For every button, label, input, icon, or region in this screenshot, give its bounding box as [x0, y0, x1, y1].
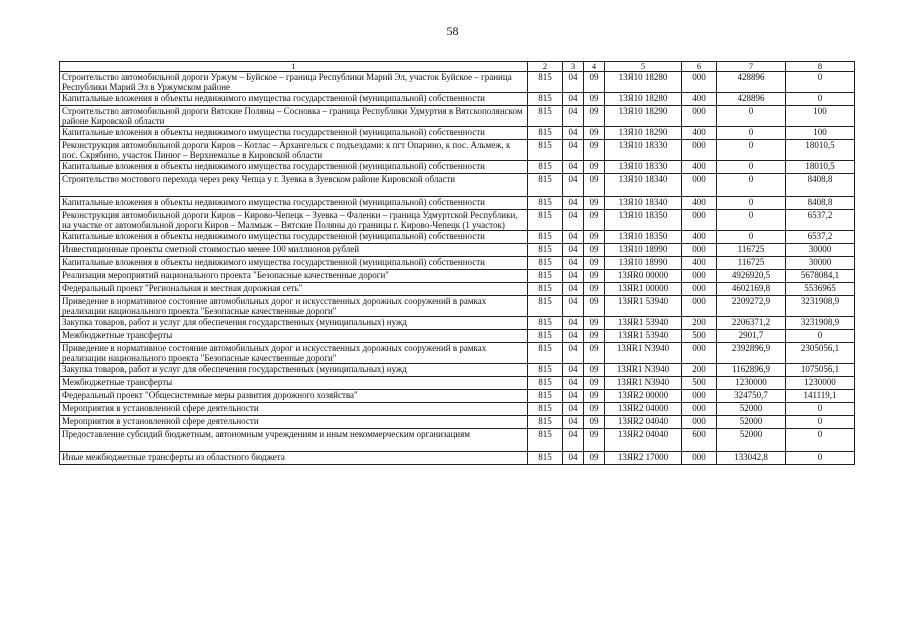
amount-year1-cell: 1162896,9	[717, 364, 786, 377]
subsection-cell: 09	[584, 403, 605, 416]
amount-year2-cell: 2305056,1	[786, 343, 855, 364]
amount-year2-cell: 100	[786, 106, 855, 127]
expense-type-cell: 000	[682, 296, 717, 317]
section-cell: 04	[563, 416, 584, 429]
ministry-code-cell: 815	[528, 93, 563, 106]
subsection-cell: 09	[584, 429, 605, 452]
amount-year2-cell: 6537,2	[786, 210, 855, 231]
section-cell: 04	[563, 72, 584, 93]
row-name-cell: Капитальные вложения в объекты недвижимого имущества государственной (муниципальной) собственности	[60, 161, 528, 174]
amount-year2-cell: 8408,8	[786, 197, 855, 210]
ministry-code-cell: 815	[528, 317, 563, 330]
row-name-cell: Приведение в нормативное состояние автомобильных дорог и искусственных дорожных сооружений в рамках реализации национального проекта "Безопасные качественные дороги"	[60, 343, 528, 364]
header-row	[60, 62, 855, 72]
target-article-cell: 13ЯR1 N3940	[605, 364, 682, 377]
amount-year1-cell: 0	[717, 231, 786, 244]
amount-year1-cell: 0	[717, 127, 786, 140]
subsection-cell: 09	[584, 197, 605, 210]
row-name-cell: Приведение в нормативное состояние автомобильных дорог и искусственных дорожных сооружений в рамках реализации национального проекта "Безопасные качественные дороги"	[60, 296, 528, 317]
ministry-code-cell: 815	[528, 283, 563, 296]
expense-type-cell: 000	[682, 390, 717, 403]
ministry-code-cell: 815	[528, 377, 563, 390]
row-name-cell: Мероприятия в установленной сфере деятельности	[60, 416, 528, 429]
ministry-code-cell: 815	[528, 140, 563, 161]
subsection-cell: 09	[584, 127, 605, 140]
target-article-cell: 13Я10 18330	[605, 140, 682, 161]
table-row	[60, 364, 855, 377]
row-name-cell: Строительство автомобильной дороги Вятские Поляны – Сосновка – граница Республики Удмуртия в Вятскополянском районе Кировской области	[60, 106, 528, 127]
section-cell: 04	[563, 161, 584, 174]
target-article-cell: 13ЯR1 N3940	[605, 377, 682, 390]
expense-type-cell: 000	[682, 283, 717, 296]
row-name-cell: Мероприятия в установленной сфере деятельности	[60, 403, 528, 416]
header-cell-1: 1	[60, 62, 528, 72]
amount-year1-cell: 428896	[717, 72, 786, 93]
ministry-code-cell: 815	[528, 72, 563, 93]
expense-type-cell: 000	[682, 140, 717, 161]
target-article-cell: 13Я10 18350	[605, 210, 682, 231]
subsection-cell: 09	[584, 270, 605, 283]
amount-year1-cell: 324750,7	[717, 390, 786, 403]
expense-type-cell: 000	[682, 174, 717, 197]
amount-year2-cell: 8408,8	[786, 174, 855, 197]
expense-type-cell: 000	[682, 403, 717, 416]
table-row	[60, 127, 855, 140]
amount-year1-cell: 0	[717, 140, 786, 161]
section-cell: 04	[563, 197, 584, 210]
row-name-cell: Реализация мероприятий национального проекта "Безопасные качественные дороги"	[60, 270, 528, 283]
amount-year2-cell: 1075056,1	[786, 364, 855, 377]
amount-year1-cell: 52000	[717, 429, 786, 452]
subsection-cell: 09	[584, 161, 605, 174]
subsection-cell: 09	[584, 174, 605, 197]
header-cell-2: 2	[528, 62, 563, 72]
amount-year2-cell: 0	[786, 416, 855, 429]
expense-type-cell: 400	[682, 161, 717, 174]
table-row	[60, 72, 855, 93]
row-name-cell: Капитальные вложения в объекты недвижимого имущества государственной (муниципальной) собственности	[60, 197, 528, 210]
target-article-cell: 13Я10 18990	[605, 257, 682, 270]
table-row	[60, 416, 855, 429]
amount-year1-cell: 0	[717, 161, 786, 174]
ministry-code-cell: 815	[528, 416, 563, 429]
subsection-cell: 09	[584, 283, 605, 296]
table-row	[60, 161, 855, 174]
section-cell: 04	[563, 93, 584, 106]
target-article-cell: 13ЯR2 04040	[605, 429, 682, 452]
expense-type-cell: 400	[682, 231, 717, 244]
ministry-code-cell: 815	[528, 244, 563, 257]
expense-type-cell: 000	[682, 244, 717, 257]
amount-year2-cell: 30000	[786, 257, 855, 270]
ministry-code-cell: 815	[528, 127, 563, 140]
row-name-cell: Реконструкция автомобильной дороги Киров – Котлас – Архангельск с подъездами: к пгт Опарино, к пос. Альмеж, к пос. Скрябино, участок Пинюг – Верхнемалье в Кировской области	[60, 140, 528, 161]
ministry-code-cell: 815	[528, 429, 563, 452]
table-row	[60, 257, 855, 270]
header-cell-5: 5	[605, 62, 682, 72]
amount-year2-cell: 3231908,9	[786, 296, 855, 317]
amount-year2-cell: 0	[786, 452, 855, 465]
row-name-cell: Строительство автомобильной дороги Уржум – Буйское – граница Республики Марий Эл, участок Буйское – граница Республики Марий Эл в Уржумском районе	[60, 72, 528, 93]
table-row	[60, 452, 855, 465]
target-article-cell: 13Я10 18290	[605, 106, 682, 127]
amount-year1-cell: 428896	[717, 93, 786, 106]
amount-year1-cell: 2206371,2	[717, 317, 786, 330]
expense-type-cell: 400	[682, 93, 717, 106]
amount-year1-cell: 133042,8	[717, 452, 786, 465]
amount-year2-cell: 100	[786, 127, 855, 140]
section-cell: 04	[563, 429, 584, 452]
row-name-cell: Предоставление субсидий бюджетным, автономным учреждениям и иным некоммерческим организациям	[60, 429, 528, 452]
expense-type-cell: 200	[682, 364, 717, 377]
subsection-cell: 09	[584, 231, 605, 244]
row-name-cell: Федеральный проект "Общесистемные меры развития дорожного хозяйства"	[60, 390, 528, 403]
amount-year2-cell: 0	[786, 93, 855, 106]
target-article-cell: 13ЯR1 53940	[605, 296, 682, 317]
amount-year2-cell: 0	[786, 72, 855, 93]
table-header	[60, 62, 855, 72]
amount-year2-cell: 30000	[786, 244, 855, 257]
section-cell: 04	[563, 257, 584, 270]
ministry-code-cell: 815	[528, 106, 563, 127]
table-row	[60, 270, 855, 283]
header-cell-7: 7	[717, 62, 786, 72]
amount-year1-cell: 0	[717, 174, 786, 197]
table-row	[60, 106, 855, 127]
amount-year1-cell: 1230000	[717, 377, 786, 390]
table-row	[60, 343, 855, 364]
amount-year2-cell: 1230000	[786, 377, 855, 390]
subsection-cell: 09	[584, 106, 605, 127]
subsection-cell: 09	[584, 140, 605, 161]
expense-type-cell: 500	[682, 377, 717, 390]
section-cell: 04	[563, 210, 584, 231]
section-cell: 04	[563, 296, 584, 317]
row-name-cell: Иные межбюджетные трансферты из областного бюджета	[60, 452, 528, 465]
row-name-cell: Реконструкция автомобильной дороги Киров – Кирово-Чепецк – Зуевка – Фаленки – граница Удмуртской Республики, на участке от автомобильной дороги Киров – Малмыж – Вятские Поляны до границы г. Кирово-Чепецк (1 участок)	[60, 210, 528, 231]
target-article-cell: 13ЯR1 53940	[605, 330, 682, 343]
row-name-cell: Закупка товаров, работ и услуг для обеспечения государственных (муниципальных) нужд	[60, 317, 528, 330]
amount-year2-cell: 18010,5	[786, 161, 855, 174]
target-article-cell: 13ЯR2 04040	[605, 416, 682, 429]
amount-year2-cell: 0	[786, 330, 855, 343]
amount-year1-cell: 116725	[717, 244, 786, 257]
expense-type-cell: 400	[682, 127, 717, 140]
section-cell: 04	[563, 330, 584, 343]
ministry-code-cell: 815	[528, 257, 563, 270]
subsection-cell: 09	[584, 244, 605, 257]
target-article-cell: 13ЯR0 00000	[605, 270, 682, 283]
table-row	[60, 283, 855, 296]
page-number: 58	[446, 24, 459, 38]
section-cell: 04	[563, 283, 584, 296]
row-name-cell: Капитальные вложения в объекты недвижимого имущества государственной (муниципальной) собственности	[60, 93, 528, 106]
section-cell: 04	[563, 343, 584, 364]
expense-type-cell: 000	[682, 452, 717, 465]
subsection-cell: 09	[584, 343, 605, 364]
target-article-cell: 13Я10 18280	[605, 72, 682, 93]
section-cell: 04	[563, 106, 584, 127]
subsection-cell: 09	[584, 364, 605, 377]
table-row	[60, 231, 855, 244]
ministry-code-cell: 815	[528, 174, 563, 197]
subsection-cell: 09	[584, 210, 605, 231]
row-name-cell: Инвестиционные проекты сметной стоимостью менее 100 миллионов рублей	[60, 244, 528, 257]
expense-type-cell: 000	[682, 106, 717, 127]
table-row	[60, 210, 855, 231]
ministry-code-cell: 815	[528, 296, 563, 317]
row-name-cell: Межбюджетные трансферты	[60, 377, 528, 390]
section-cell: 04	[563, 174, 584, 197]
table-row	[60, 429, 855, 452]
table-row	[60, 93, 855, 106]
subsection-cell: 09	[584, 317, 605, 330]
header-cell-8: 8	[786, 62, 855, 72]
table-row	[60, 296, 855, 317]
amount-year1-cell: 2392896,9	[717, 343, 786, 364]
subsection-cell: 09	[584, 93, 605, 106]
amount-year2-cell: 6537,2	[786, 231, 855, 244]
amount-year1-cell: 2209272,9	[717, 296, 786, 317]
amount-year1-cell: 52000	[717, 403, 786, 416]
row-name-cell: Капитальные вложения в объекты недвижимого имущества государственной (муниципальной) собственности	[60, 257, 528, 270]
table-row	[60, 403, 855, 416]
section-cell: 04	[563, 140, 584, 161]
table-body	[60, 72, 855, 465]
target-article-cell: 13ЯR1 53940	[605, 317, 682, 330]
expense-type-cell: 200	[682, 317, 717, 330]
section-cell: 04	[563, 452, 584, 465]
amount-year1-cell: 4602169,8	[717, 283, 786, 296]
expense-type-cell: 000	[682, 343, 717, 364]
target-article-cell: 13Я10 18330	[605, 161, 682, 174]
header-cell-3: 3	[563, 62, 584, 72]
table-row	[60, 390, 855, 403]
amount-year2-cell: 5536965	[786, 283, 855, 296]
table-row	[60, 140, 855, 161]
table-row	[60, 330, 855, 343]
section-cell: 04	[563, 390, 584, 403]
subsection-cell: 09	[584, 390, 605, 403]
header-cell-6: 6	[682, 62, 717, 72]
ministry-code-cell: 815	[528, 231, 563, 244]
subsection-cell: 09	[584, 72, 605, 93]
section-cell: 04	[563, 127, 584, 140]
target-article-cell: 13Я10 18340	[605, 174, 682, 197]
target-article-cell: 13Я10 18280	[605, 93, 682, 106]
ministry-code-cell: 815	[528, 364, 563, 377]
ministry-code-cell: 815	[528, 452, 563, 465]
table-row	[60, 317, 855, 330]
ministry-code-cell: 815	[528, 161, 563, 174]
amount-year2-cell: 5678084,1	[786, 270, 855, 283]
target-article-cell: 13ЯR2 04000	[605, 403, 682, 416]
target-article-cell: 13Я10 18340	[605, 197, 682, 210]
ministry-code-cell: 815	[528, 270, 563, 283]
subsection-cell: 09	[584, 416, 605, 429]
amount-year1-cell: 116725	[717, 257, 786, 270]
section-cell: 04	[563, 270, 584, 283]
amount-year1-cell: 0	[717, 210, 786, 231]
expense-type-cell: 000	[682, 72, 717, 93]
target-article-cell: 13Я10 18990	[605, 244, 682, 257]
ministry-code-cell: 815	[528, 197, 563, 210]
budget-table	[59, 61, 855, 465]
amount-year1-cell: 52000	[717, 416, 786, 429]
section-cell: 04	[563, 377, 584, 390]
target-article-cell: 13Я10 18350	[605, 231, 682, 244]
amount-year2-cell: 3231908,9	[786, 317, 855, 330]
expense-type-cell: 000	[682, 270, 717, 283]
amount-year2-cell: 0	[786, 403, 855, 416]
target-article-cell: 13ЯR1 N3940	[605, 343, 682, 364]
section-cell: 04	[563, 403, 584, 416]
target-article-cell: 13ЯR2 00000	[605, 390, 682, 403]
amount-year1-cell: 2901,7	[717, 330, 786, 343]
subsection-cell: 09	[584, 377, 605, 390]
header-cell-4: 4	[584, 62, 605, 72]
row-name-cell: Капитальные вложения в объекты недвижимого имущества государственной (муниципальной) собственности	[60, 127, 528, 140]
section-cell: 04	[563, 364, 584, 377]
subsection-cell: 09	[584, 330, 605, 343]
expense-type-cell: 400	[682, 197, 717, 210]
target-article-cell: 13ЯR2 17000	[605, 452, 682, 465]
amount-year2-cell: 141119,1	[786, 390, 855, 403]
subsection-cell: 09	[584, 296, 605, 317]
table-row	[60, 377, 855, 390]
expense-type-cell: 000	[682, 416, 717, 429]
section-cell: 04	[563, 244, 584, 257]
table-row	[60, 174, 855, 197]
subsection-cell: 09	[584, 452, 605, 465]
table-row	[60, 244, 855, 257]
expense-type-cell: 500	[682, 330, 717, 343]
ministry-code-cell: 815	[528, 210, 563, 231]
table-row	[60, 197, 855, 210]
amount-year1-cell: 0	[717, 106, 786, 127]
ministry-code-cell: 815	[528, 403, 563, 416]
amount-year2-cell: 0	[786, 429, 855, 452]
expense-type-cell: 400	[682, 257, 717, 270]
ministry-code-cell: 815	[528, 330, 563, 343]
row-name-cell: Строительство мостового перехода через реку Чепца у г. Зуевка в Зуевском районе Кировской области	[60, 174, 528, 197]
subsection-cell: 09	[584, 257, 605, 270]
row-name-cell: Межбюджетные трансферты	[60, 330, 528, 343]
amount-year1-cell: 0	[717, 197, 786, 210]
section-cell: 04	[563, 317, 584, 330]
ministry-code-cell: 815	[528, 343, 563, 364]
section-cell: 04	[563, 231, 584, 244]
amount-year2-cell: 18010,5	[786, 140, 855, 161]
row-name-cell: Капитальные вложения в объекты недвижимого имущества государственной (муниципальной) собственности	[60, 231, 528, 244]
expense-type-cell: 600	[682, 429, 717, 452]
row-name-cell: Закупка товаров, работ и услуг для обеспечения государственных (муниципальных) нужд	[60, 364, 528, 377]
target-article-cell: 13Я10 18290	[605, 127, 682, 140]
target-article-cell: 13ЯR1 00000	[605, 283, 682, 296]
amount-year1-cell: 4926920,5	[717, 270, 786, 283]
ministry-code-cell: 815	[528, 390, 563, 403]
row-name-cell: Федеральный проект "Региональная и местная дорожная сеть"	[60, 283, 528, 296]
expense-type-cell: 000	[682, 210, 717, 231]
